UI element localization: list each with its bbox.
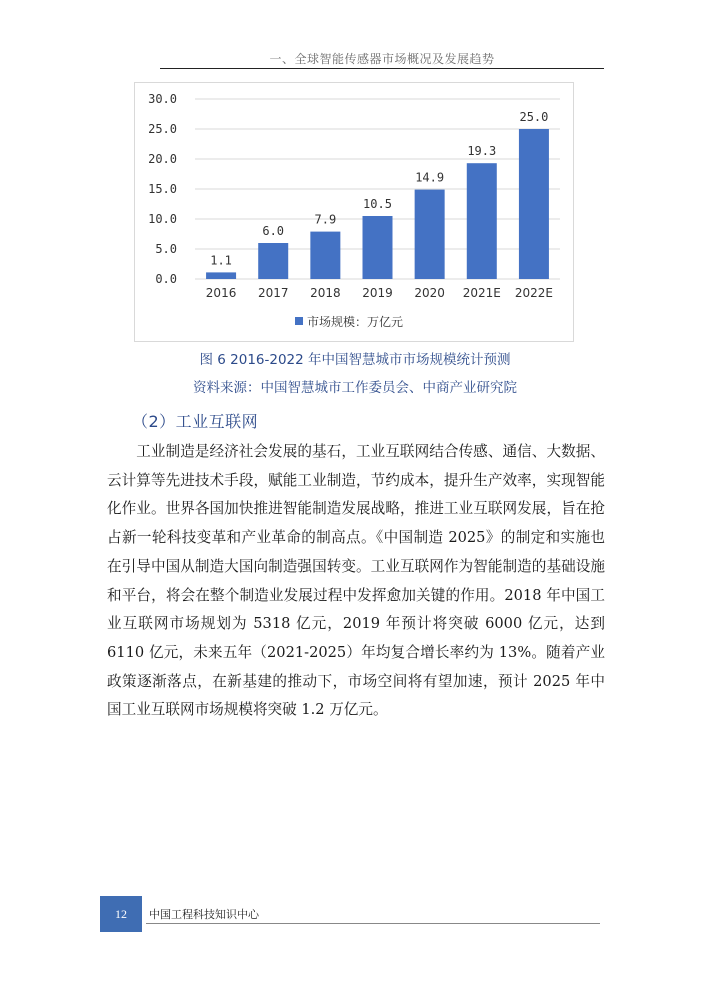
data-label: 10.5 [363,197,392,211]
figure-caption: 图 6 2016-2022 年中国智慧城市市场规模统计预测 [199,352,511,368]
y-tick-label: 5.0 [155,242,177,256]
bar-chart-svg [135,83,573,341]
y-tick-label: 15.0 [148,182,177,196]
section-heading: （2）工业互联网 [132,412,259,431]
y-tick-label: 20.0 [148,152,177,166]
legend-label: 市场规模：万亿元 [307,315,404,329]
data-label: 19.3 [467,144,497,159]
x-tick-label: 2021E [462,286,501,300]
y-tick-label: 10.0 [148,212,177,226]
bar-2018 [310,232,340,279]
running-header: 一、全球智能传感器市场概况及发展趋势 [269,52,495,66]
source-caption: 资料来源：中国智慧城市工作委员会、中商产业研究院 [193,380,517,396]
x-tick-label: 2022E [514,286,553,300]
bar-2022E [519,129,549,279]
y-tick-label: 25.0 [148,122,177,136]
y-tick-label: 30.0 [148,92,177,106]
footer-organization: 中国工程科技知识中心 [149,908,259,921]
data-label: 25.0 [519,110,549,124]
x-tick-label: 2020 [414,286,445,300]
x-tick-label: 2018 [310,286,341,300]
x-tick-label: 2016 [205,286,237,300]
y-tick-label: 0.0 [155,272,177,286]
bar-2020 [415,190,445,279]
data-label: 14.9 [415,170,445,185]
bar-2016 [206,272,236,279]
bar-chart [134,82,574,342]
x-tick-label: 2019 [362,286,393,300]
page-number: 12 [100,896,142,932]
footer-divider [146,923,600,924]
data-label: 7.9 [314,212,337,227]
bar-2019 [363,216,393,279]
data-label: 6.0 [262,224,285,238]
data-label: 1.1 [210,253,232,268]
body-paragraph: 工业制造是经济社会发展的基石，工业互联网结合传感、通信、大数据、云计算等先进技术手段，赋能工业制造，节约成本，提升生产效率，实现智能化作业。世界各国加快推进智能制造发展战略，推进工业互联网发展，旨在抢占新一轮科技变革和产业革命的制高点。《中国制造 2025》的制定和实施也在引导中国从制造大国向制造强国转变。工业互联网作为智能制造的基础设施和平台，将会在整个制造业发展过程中发挥愈加关键的作用。2018 年中国工业互联网市场规划为 5318 亿元，2019 年预计将突破 6000 亿元，达到 6110 亿元，未来五年（2021-2025）年均复合增长率约为 13%。随着产业政策逐渐落点，在新基建的推动下，市场空间将有望加速，预计 2025 年中国工业互联网市场规模将突破 1.2 万亿元。 [107,443,605,719]
bar-2021E [467,163,497,279]
header-divider [160,68,604,69]
x-tick-label: 2017 [257,286,289,300]
legend-swatch [295,317,303,325]
bar-2017 [258,243,288,279]
